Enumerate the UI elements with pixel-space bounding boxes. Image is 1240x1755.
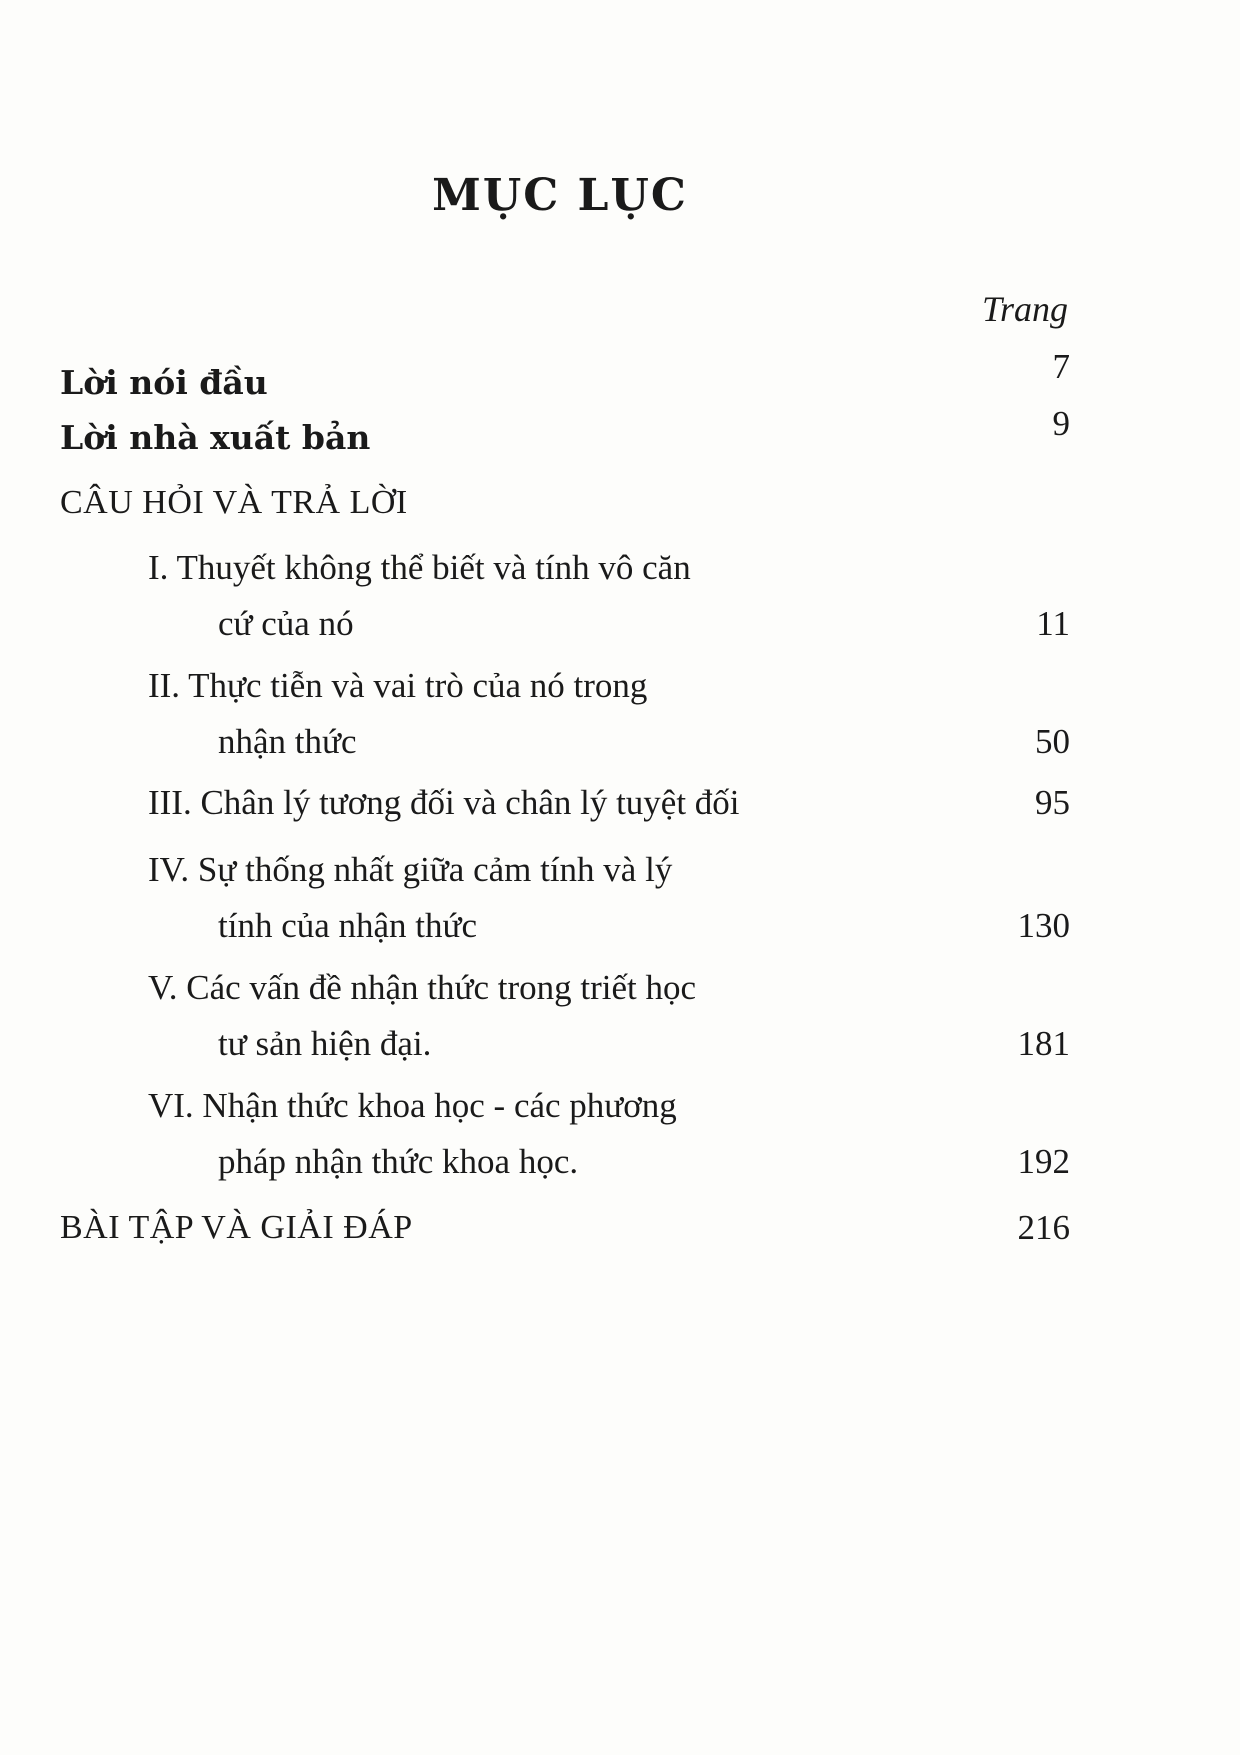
toc-entry-chapter-5 <box>148 960 1070 1072</box>
toc-entry-label-continued: nhận thức <box>218 722 357 761</box>
page-column-header: Trang <box>981 289 1068 329</box>
toc-entry-label: II. Thực tiễn và vai trò của nó trong <box>148 666 648 705</box>
toc-entry-chapter-1 <box>148 540 1070 652</box>
toc-entry-page: 11 <box>1036 604 1070 643</box>
toc-entry-page: 181 <box>1017 1024 1070 1063</box>
toc-section-label: BÀI TẬP VÀ GIẢI ĐÁP <box>60 1209 413 1246</box>
toc-entry-label-continued: pháp nhận thức khoa học. <box>218 1142 579 1181</box>
toc-entry-publisher-note <box>60 404 1070 466</box>
toc-entry-page: 130 <box>1017 906 1070 945</box>
toc-entry-page: 50 <box>1035 722 1070 761</box>
toc-entry-label: III. Chân lý tương đối và chân lý tuyệt đối <box>148 783 740 822</box>
toc-entry-page: 95 <box>1035 783 1070 822</box>
toc-section-label: CÂU HỎI VÀ TRẢ LỜI <box>60 484 408 521</box>
toc-entry-label-continued: tư sản hiện đại. <box>218 1024 432 1063</box>
toc-entry-page: 7 <box>1052 347 1070 386</box>
toc-entry-page: 216 <box>1017 1208 1070 1247</box>
toc-entry-label: VI. Nhận thức khoa học - các phương <box>148 1086 677 1125</box>
toc-entry-page: 9 <box>1052 404 1070 443</box>
toc-entry-label: Lời nhà xuất bản <box>60 418 371 457</box>
toc-entry-label: I. Thuyết không thể biết và tính vô căn <box>148 548 691 587</box>
toc-section-exercises <box>60 1200 1070 1256</box>
toc-entry-chapter-4 <box>148 842 1070 954</box>
toc-entry-label-continued: cứ của nó <box>218 604 354 643</box>
toc-title: MỤC LỤC <box>432 170 688 221</box>
toc-entry-preface <box>60 347 1070 411</box>
toc-entry-chapter-3 <box>148 775 1070 831</box>
toc-entry-label-continued: tính của nhận thức <box>218 906 478 945</box>
toc-section-questions <box>60 475 1070 531</box>
toc-entry-label: V. Các vấn đề nhận thức trong triết học <box>148 968 697 1007</box>
toc-entry-label: IV. Sự thống nhất giữa cảm tính và lý <box>148 850 673 889</box>
toc-entry-chapter-6 <box>148 1078 1070 1190</box>
toc-entry-chapter-2 <box>148 658 1070 770</box>
toc-entry-label: Lời nói đầu <box>60 363 268 402</box>
toc-entry-page: 192 <box>1017 1142 1070 1181</box>
